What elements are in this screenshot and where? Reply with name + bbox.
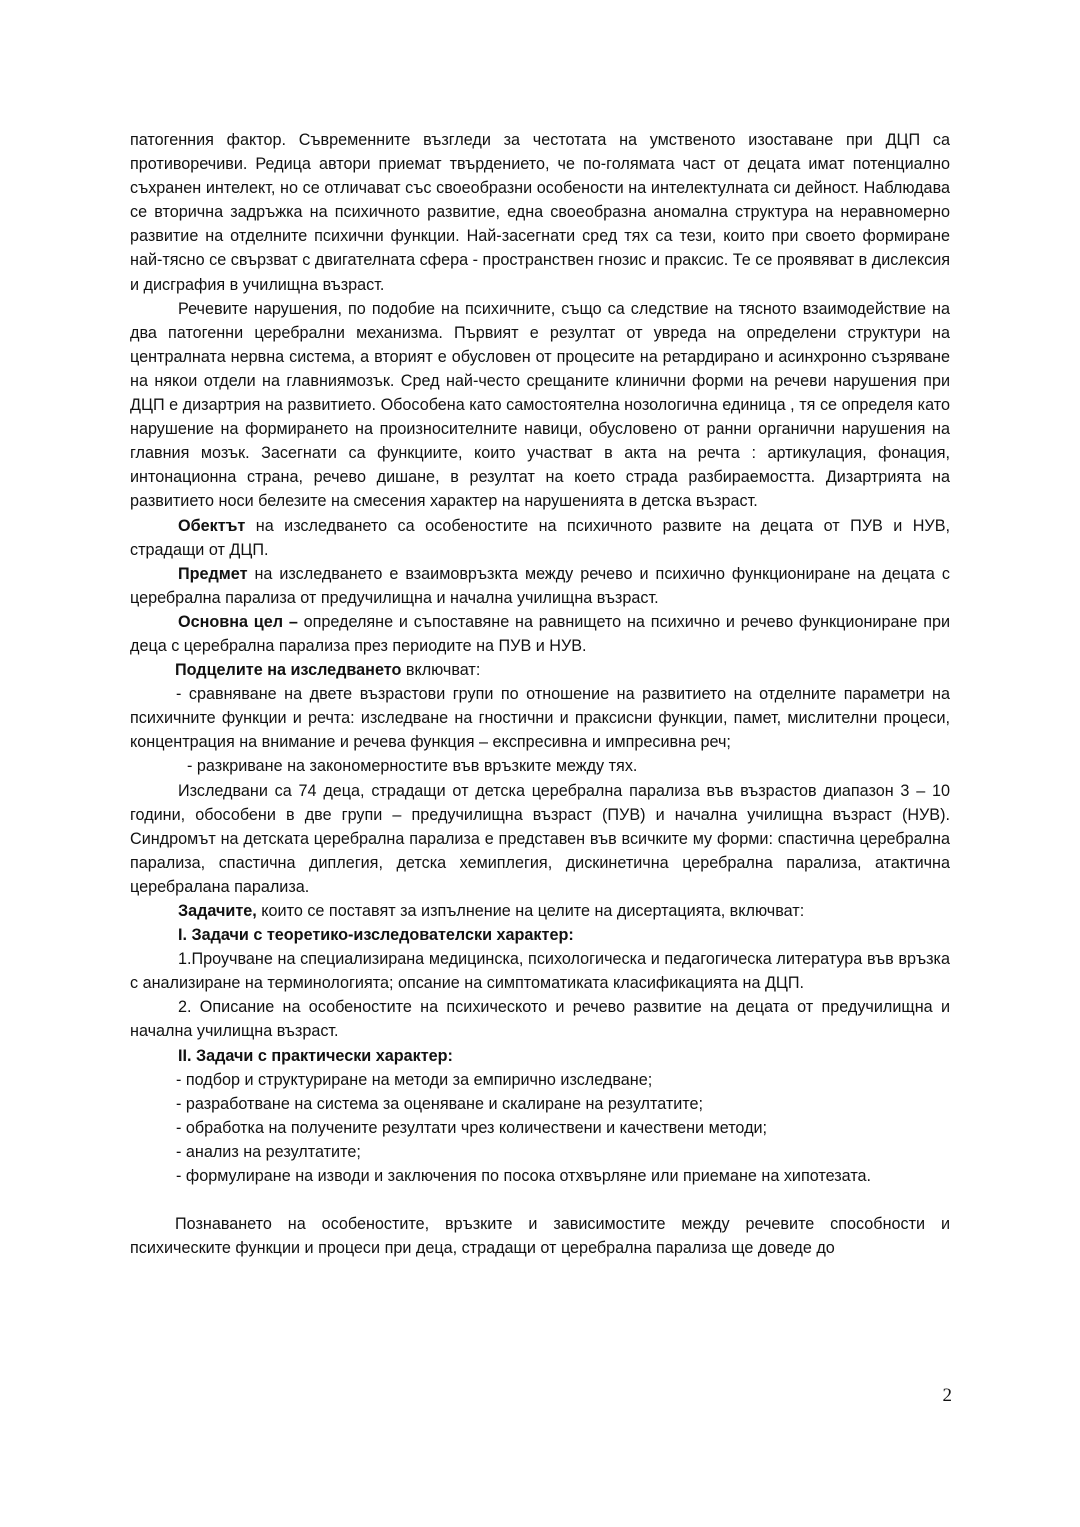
list-item: - анализ на резултатите; xyxy=(176,1142,361,1161)
paragraph: Речевите нарушения, по подобие на психичните, също са следствие на тясното взаимодействие на два патогенни церебрални механизма. Първият е резултат от увреда на определени структури на централната нервна система, а вторият е обусловен от процесите на ретардирано и асинхронно съзряване на някои отдели на главниямозък. Сред най-често срещаните клинични форми на речеви нарушения при ДЦП е дизартрия на развитието. Обособена като самостоятелна нозологична единица , тя се определя като нарушение на формирането на произносителните навици, обусловено от ранни органични нарушения на главния мозък. Засегнати са функциите, които участват в акта на речта : артикулация, фонация, интонационна страна, речево дишане, в резултат на което страда разбираемостта. Дизартрията на развитието носи белезите на смесения характер на нарушенията в детска възраст. xyxy=(130,299,950,511)
list-item: - сравняване на двете възрастови групи по отношение на развитието на отделните параметри на психичните функции и речта: изследване на гностични и праксисни функции, памет, мислителни процеси, концентрация на внимание и речева функция – експресивна и импресивна реч; xyxy=(130,685,950,752)
bold-term: Основна цел – xyxy=(178,612,298,631)
list-item: - разкриване на закономерностите във връзките между тях. xyxy=(187,757,638,776)
bold-term: Предмет xyxy=(178,564,248,583)
list-item: - подбор и структуриране на методи за емпирично изследване; xyxy=(176,1070,653,1089)
paragraph-object: Обектът на изследването са особеностите на психичното развите на децата от ПУВ и НУВ, страдащи от ДЦП. xyxy=(130,516,950,559)
paragraph-subgoals: Подцелите на изследването включват: xyxy=(175,661,481,680)
list-item: - формулиране на изводи и заключения по посока отхвърляне или приемане на хипотезата. xyxy=(176,1167,872,1186)
bold-term: Задачите, xyxy=(178,902,257,920)
list-item: 1.Проучване на специализирана медицинска, психологическа и педагогическа литература във връзка с анализиране на терминологията; опсание на симптоматиката класификацията на ДЦП. xyxy=(130,950,950,993)
bold-term: Обектът xyxy=(178,516,246,535)
list-item: 2. Описание на особеностите на психическото и речево развитие на децата от предучилищна и начална училищна възраст. xyxy=(130,998,950,1041)
paragraph: патогенния фактор. Съвременните възгледи за честотата на умственото изоставане при ДЦП са противоречиви. Редица автори приемат твърдението, че по-голямата част от децата имат потенциално съхранен интелект, но се отличават със своеобразни особености на интелектулната си дейност. Наблюдава се вторична задръжка на психичното развитие, една своеобразна аномална структура на неравномерно развитие на отделните психични функции. Най-засегнати сред тях са тези, които при своето формиране най-тясно се свързват с двигателната сфера - пространствен гнозис и праксис. Те се проявяват в дислексия и дисграфия в училищна възраст. xyxy=(130,131,950,294)
paragraph-tasks: Задачите, които се поставят за изпълнение на целите на дисертацията, включват: xyxy=(178,902,805,920)
paragraph: Познаването на особеностите, връзките и зависимостите между речевите способности и психическите функции и процеси при деца, страдащи от церебрална парализа ще доведе до xyxy=(130,1215,950,1258)
document-body xyxy=(130,128,950,1260)
spacer xyxy=(130,1188,950,1212)
page-number: 2 xyxy=(942,1385,952,1406)
paragraph-subject: Предмет на изследването е взаимовръзкта между речево и психично функциониране на децата с церебрална парализа от предучилищна и начална училищна възраст. xyxy=(130,564,950,607)
list-item: - разработване на система за оценяване и скалиране на резултатите; xyxy=(176,1094,704,1113)
paragraph-goal: Основна цел – определяне и съпоставяне на равнището на психично и речево функциониране при деца с церебрална парализа през периодите на ПУВ и НУВ. xyxy=(130,612,950,655)
list-item: - обработка на получените резултати чрез количествени и качествени методи; xyxy=(176,1118,768,1137)
bold-term: Подцелите на изследването xyxy=(175,661,402,680)
section-heading: I. Задачи с теоретико-изследователски характер: xyxy=(178,926,574,945)
section-heading: II. Задачи с практически характер: xyxy=(178,1046,453,1065)
paragraph: Изследвани са 74 деца, страдащи от детска церебрална парализа във възрастов диапазон 3 – 10 години, обособени в две групи – предучилищна възраст (ПУВ) и начална училищна възраст (НУВ). Синдромът на детската церебрална парализа е представен във всичките му форми: спастична церебрална парализа, спастична диплегия, детска хемиплегия, дискинетична церебрална парализа, атактична церебралана парализа. xyxy=(130,781,950,896)
